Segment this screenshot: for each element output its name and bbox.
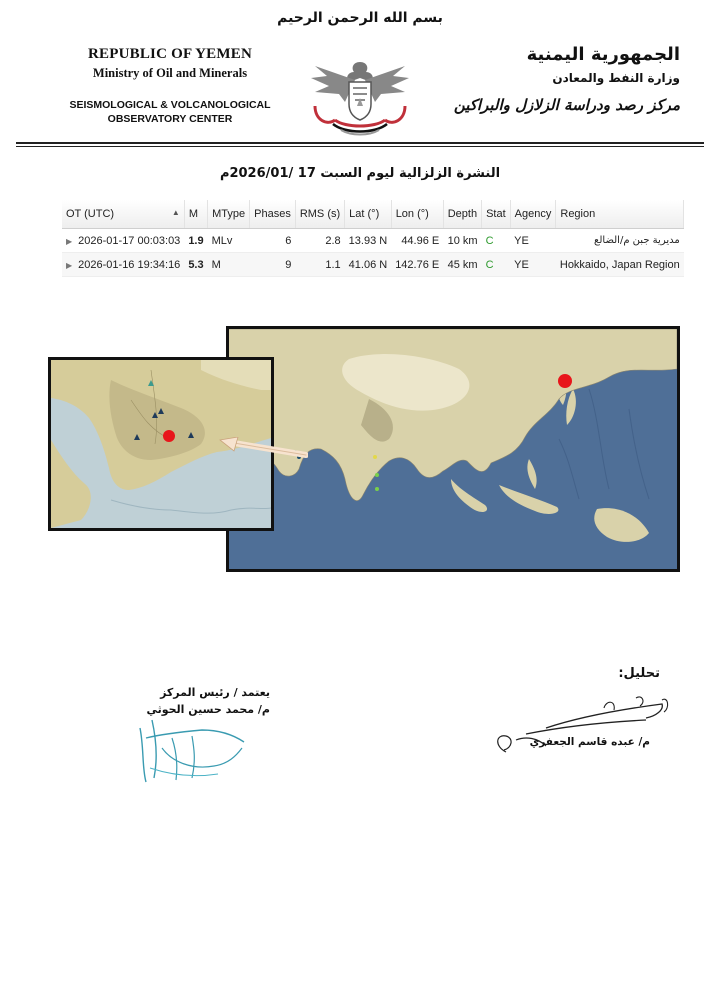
- table-row[interactable]: [62, 229, 684, 253]
- pointer-arrow-icon: [212, 437, 308, 465]
- expand-arrow-icon[interactable]: ▶: [66, 260, 73, 270]
- earthquake-table: [62, 200, 684, 277]
- column-header-lon[interactable]: Lon (°): [391, 200, 443, 229]
- column-header-stat[interactable]: Stat: [482, 200, 511, 229]
- epicenter-marker-hokkaido[interactable]: [558, 374, 572, 388]
- column-header-m[interactable]: M: [184, 200, 207, 229]
- event-lon: 142.76 E: [391, 253, 443, 277]
- event-region: مديرية جبن م/الضالع: [556, 229, 684, 253]
- column-header-ot[interactable]: OT (UTC) ▲: [62, 200, 184, 229]
- column-header-depth[interactable]: Depth: [443, 200, 481, 229]
- column-header-rms[interactable]: RMS (s): [295, 200, 344, 229]
- event-lon: 44.96 E: [391, 229, 443, 253]
- yemen-emblem-icon: [305, 56, 415, 140]
- observatory-en: [40, 98, 300, 126]
- event-agency: YE: [510, 229, 556, 253]
- event-phases: 9: [250, 253, 296, 277]
- observatory-ar: مركز رصد ودراسة الزلازل والبراكين: [453, 96, 680, 114]
- column-header-mtype[interactable]: MType: [208, 200, 250, 229]
- approval-label: يعتمد / رئيس المركز: [160, 686, 270, 699]
- observatory-en-line2: OBSERVATORY CENTER: [107, 113, 233, 125]
- event-rms: 2.8: [295, 229, 344, 253]
- event-status: C: [482, 253, 511, 277]
- seismic-station-marker: [373, 455, 377, 459]
- event-origin-time: ▶ 2026-01-17 00:03:03: [62, 229, 184, 253]
- seismic-station-marker: [375, 473, 379, 477]
- observatory-en-line1: SEISMOLOGICAL & VOLCANOLOGICAL: [69, 99, 271, 111]
- event-depth: 10 km: [443, 229, 481, 253]
- event-rms: 1.1: [295, 253, 344, 277]
- event-magnitude: 5.3: [184, 253, 207, 277]
- analyst-name: م/ عبده قاسم الجعفري: [529, 736, 650, 748]
- event-lat: 41.06 N: [345, 253, 392, 277]
- event-phases: 6: [250, 229, 296, 253]
- bulletin-title: النشرة الزلزالية ليوم السبت 17 /2026/01م: [219, 166, 501, 181]
- event-status: C: [482, 229, 511, 253]
- header-right: [430, 44, 680, 85]
- republic-en: REPUBLIC OF YEMEN: [88, 46, 252, 62]
- event-magnitude: 1.9: [184, 229, 207, 253]
- analysis-label: تحليل:: [618, 666, 660, 681]
- epicenter-marker-yemen[interactable]: [163, 430, 175, 442]
- approver-name: م/ محمد حسين الحوثي: [146, 703, 270, 716]
- table-header-row: [62, 200, 684, 229]
- seismic-station-marker: [375, 487, 379, 491]
- expand-arrow-icon[interactable]: ▶: [66, 236, 73, 246]
- basmala: بسم الله الرحمن الرحيم: [277, 10, 443, 26]
- column-header-agency[interactable]: Agency: [510, 200, 556, 229]
- ministry-ar: وزارة النفط والمعادن: [552, 71, 680, 85]
- republic-ar: الجمهورية اليمنية: [526, 44, 680, 65]
- event-mtype: MLv: [208, 229, 250, 253]
- event-region: Hokkaido, Japan Region: [556, 253, 684, 277]
- event-depth: 45 km: [443, 253, 481, 277]
- column-header-lat[interactable]: Lat (°): [345, 200, 392, 229]
- event-origin-time: ▶ 2026-01-16 19:34:16: [62, 253, 184, 277]
- analyst-signature-icon: [486, 688, 672, 760]
- table-row[interactable]: [62, 253, 684, 277]
- sort-asc-icon: ▲: [171, 208, 180, 217]
- ministry-en: Ministry of Oil and Minerals: [92, 66, 248, 80]
- column-header-region[interactable]: Region: [556, 200, 684, 229]
- header-left: [40, 46, 300, 81]
- event-agency: YE: [510, 253, 556, 277]
- event-lat: 13.93 N: [345, 229, 392, 253]
- approver-signature-icon: [132, 708, 248, 790]
- header-divider: [16, 142, 704, 144]
- header-divider-thin: [16, 146, 704, 147]
- column-header-phases[interactable]: Phases: [250, 200, 296, 229]
- event-mtype: M: [208, 253, 250, 277]
